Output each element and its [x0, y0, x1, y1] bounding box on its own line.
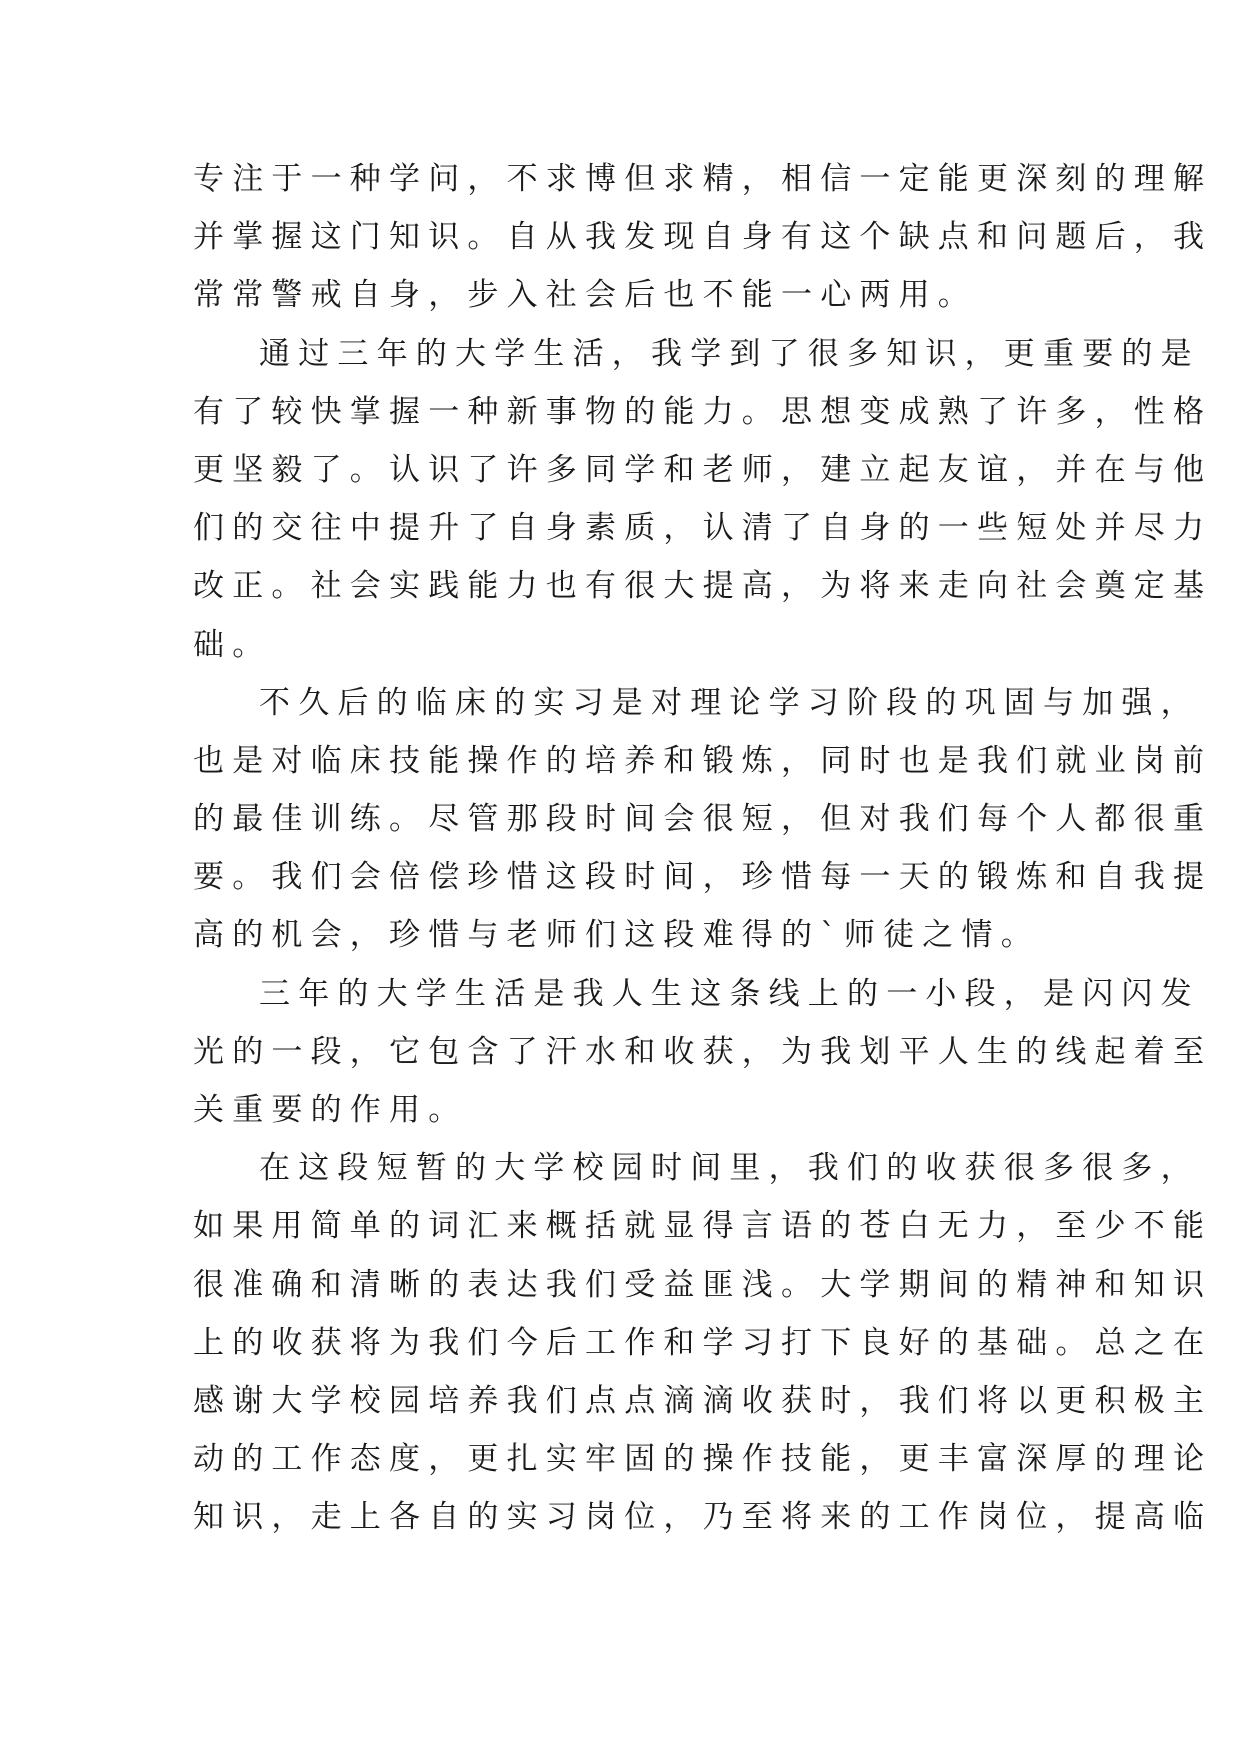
paragraph-start-line: 在这段短暂的大学校园时间里，我们的收获很多很多， — [259, 1150, 1200, 1187]
text-line: 更坚毅了。认识了许多同学和老师，建立起友谊，并在与他 — [193, 451, 1213, 488]
text-line: 高的机会，珍惜与老师们这段难得的`师徒之情。 — [193, 917, 1040, 954]
paragraph-start-line: 不久后的临床的实习是对理论学习阶段的巩固与加强， — [259, 684, 1200, 721]
text-line: 常常警戒自身，步入社会后也不能一心两用。 — [193, 277, 977, 314]
paragraph-start-line: 通过三年的大学生活，我学到了很多知识，更重要的是 — [259, 335, 1200, 372]
text-line: 要。我们会倍偿珍惜这段时间，珍惜每一天的锻炼和自我提 — [193, 859, 1213, 896]
text-line: 知识，走上各自的实习岗位，乃至将来的工作岗位，提高临 — [193, 1499, 1213, 1536]
text-line: 的最佳训练。尽管那段时间会很短，但对我们每个人都很重 — [193, 801, 1213, 838]
text-line: 并掌握这门知识。自从我发现自身有这个缺点和问题后，我 — [193, 219, 1213, 256]
text-line: 也是对临床技能操作的培养和锻炼，同时也是我们就业岗前 — [193, 742, 1213, 779]
text-line: 光的一段，它包含了汗水和收获，为我划平人生的线起着至 — [193, 1033, 1213, 1070]
text-line: 如果用简单的词汇来概括就显得言语的苍白无力，至少不能 — [193, 1208, 1213, 1245]
paragraph-start-line: 三年的大学生活是我人生这条线上的一小段，是闪闪发 — [259, 975, 1200, 1012]
text-line: 们的交往中提升了自身素质，认清了自身的一些短处并尽力 — [193, 510, 1213, 547]
text-line: 动的工作态度，更扎实牢固的操作技能，更丰富深厚的理论 — [193, 1441, 1213, 1478]
text-line: 础。 — [193, 626, 272, 663]
text-line: 感谢大学校园培养我们点点滴滴收获时，我们将以更积极主 — [193, 1382, 1213, 1419]
text-line: 有了较快掌握一种新事物的能力。思想变成熟了许多，性格 — [193, 393, 1213, 430]
text-line: 关重要的作用。 — [193, 1092, 468, 1128]
text-line: 很准确和清晰的表达我们受益匪浅。大学期间的精神和知识 — [193, 1266, 1213, 1303]
text-line: 专注于一种学问，不求博但求精，相信一定能更深刻的理解 — [193, 161, 1213, 197]
text-line: 上的收获将为我们今后工作和学习打下良好的基础。总之在 — [193, 1324, 1213, 1361]
document-body — [193, 150, 1213, 1547]
text-line: 改正。社会实践能力也有很大提高，为将来走向社会奠定基 — [193, 568, 1213, 605]
